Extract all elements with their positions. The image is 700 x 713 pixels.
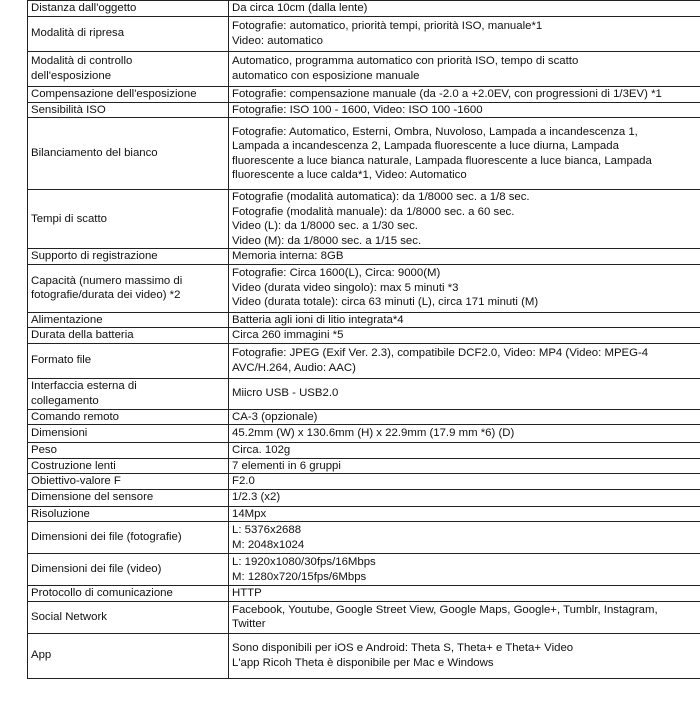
spec-label-cell	[28, 343, 229, 378]
spec-value-text: L: 5376x2688	[232, 524, 302, 536]
spec-value-text: Circa. 102g	[232, 444, 291, 456]
spec-row	[28, 86, 700, 102]
spec-row	[28, 378, 700, 409]
spec-label-cell	[28, 489, 229, 506]
spec-label-text: Dimensioni dei file (video)	[31, 563, 162, 576]
spec-label-cell	[28, 378, 229, 409]
spec-row	[28, 601, 700, 633]
spec-row	[28, 328, 700, 344]
spec-label-cell	[28, 264, 229, 312]
spec-label-text: Peso	[31, 444, 57, 456]
spec-value-text: 45.2mm (W) x 130.6mm (H) x 22.9mm (17.9 mm *6) (D)	[232, 427, 515, 440]
spec-value-cell	[229, 378, 700, 409]
spec-label-text: Risoluzione	[31, 507, 90, 520]
spec-row	[28, 443, 700, 459]
spec-value-cell	[229, 312, 700, 328]
spec-value-text: HTTP	[232, 587, 262, 599]
spec-value-text: automatico con esposizione manuale	[232, 69, 420, 82]
spec-label-text: Capacità (numero massimo di	[31, 274, 183, 287]
spec-label-text: collegamento	[31, 394, 99, 407]
spec-row	[28, 409, 700, 425]
spec-label-cell	[28, 474, 229, 490]
spec-row	[28, 586, 700, 602]
spec-row	[28, 312, 700, 328]
spec-label-text: App	[31, 649, 52, 662]
spec-value-text: Circa 260 immagini *5	[232, 329, 344, 341]
spec-value-cell	[229, 343, 700, 378]
spec-value-cell	[229, 264, 700, 312]
spec-row	[28, 425, 700, 443]
spec-label-cell	[28, 312, 229, 328]
spec-value-text: CA-3 (opzionale)	[232, 410, 318, 423]
spec-row	[28, 554, 700, 586]
spec-row	[28, 16, 700, 51]
spec-label-text: Sensibilità ISO	[31, 103, 106, 116]
spec-value-text: Batteria agli ioni di litio integrata*4	[232, 313, 404, 326]
spec-value-cell	[229, 425, 700, 443]
spec-value-text: 14Mpx	[232, 507, 267, 520]
spec-label-cell	[28, 601, 229, 633]
spec-label-text: Compensazione dell'esposizione	[31, 87, 197, 100]
spec-label-text: Supporto di registrazione	[31, 250, 158, 262]
spec-value-cell	[229, 554, 700, 586]
spec-label-cell	[28, 458, 229, 474]
spec-label-text: Dimensioni dei file (fotografie)	[31, 531, 182, 544]
spec-value-cell	[229, 190, 700, 249]
spec-label-cell	[28, 118, 229, 190]
spec-row	[28, 118, 700, 190]
spec-value-text: fluorescente a luce bianca naturale, Lampada fluorescente a luce bianca, Lampada	[232, 154, 652, 167]
spec-row	[28, 51, 700, 86]
spec-value-text: M: 2048x1024	[232, 538, 305, 551]
spec-label-cell	[28, 554, 229, 586]
spec-label-cell	[28, 16, 229, 51]
spec-value-cell	[229, 506, 700, 522]
spec-value-text: Video (M): da 1/8000 sec. a 1/15 sec.	[232, 234, 422, 247]
spec-label-text: Alimentazione	[31, 313, 103, 326]
spec-label-text: Formato file	[31, 354, 92, 367]
spec-label-text: Distanza dall'oggetto	[31, 2, 137, 14]
spec-value-text: Video (durata video singolo): max 5 minuti *3	[232, 281, 459, 294]
spec-label-text: Costruzione lenti	[31, 459, 116, 472]
spec-value-text: L'app Ricoh Theta è disponibile per Mac e Windows	[232, 656, 494, 669]
spec-value-cell	[229, 16, 700, 51]
spec-value-cell	[229, 601, 700, 633]
spec-label-cell	[28, 522, 229, 554]
spec-row	[28, 633, 700, 678]
spec-label-text: Dimensione del sensore	[31, 491, 154, 504]
spec-label-cell	[28, 51, 229, 86]
spec-value-cell	[229, 102, 700, 118]
spec-label-cell	[28, 506, 229, 522]
spec-value-text: Video: automatico	[232, 34, 323, 47]
spec-row	[28, 264, 700, 312]
spec-row	[28, 506, 700, 522]
spec-label-text: Durata della batteria	[31, 329, 134, 341]
spec-label-text: Obiettivo-valore F	[31, 475, 121, 487]
spec-value-text: Sono disponibili per iOS e Android: Theta S, Theta+ e Theta+ Video	[232, 642, 574, 654]
spec-row	[28, 458, 700, 474]
spec-label-cell	[28, 249, 229, 265]
spec-value-text: M: 1280x720/15fps/6Mbps	[232, 570, 367, 583]
spec-value-text: Twitter	[232, 618, 266, 630]
spec-value-cell	[229, 443, 700, 459]
spec-value-cell	[229, 118, 700, 190]
spec-value-cell	[229, 249, 700, 265]
spec-value-text: Memoria interna: 8GB	[232, 250, 344, 262]
spec-label-cell	[28, 409, 229, 425]
spec-value-cell	[229, 458, 700, 474]
spec-value-cell	[229, 633, 700, 678]
spec-value-cell	[229, 522, 700, 554]
spec-value-cell	[229, 51, 700, 86]
spec-value-text: fluorescente a luce calda*1, Video: Automatico	[232, 169, 467, 181]
spec-row	[28, 249, 700, 265]
spec-value-text: Fotografie: JPEG (Exif Ver. 2.3), compatibile DCF2.0, Video: MP4 (Video: MPEG-4	[232, 347, 649, 359]
spec-value-text: Fotografie: Circa 1600(L), Circa: 9000(M)	[232, 267, 441, 280]
spec-label-text: fotografie/durata dei video) *2	[31, 289, 181, 301]
spec-value-cell	[229, 474, 700, 490]
spec-row	[28, 190, 700, 249]
spec-value-cell	[229, 489, 700, 506]
spec-value-cell	[229, 1, 700, 17]
spec-value-text: 7 elementi in 6 gruppi	[232, 459, 341, 472]
spec-label-text: Bilanciamento del bianco	[31, 147, 158, 160]
spec-row	[28, 522, 700, 554]
spec-row	[28, 474, 700, 490]
spec-label-text: Interfaccia esterna di	[31, 380, 137, 392]
spec-label-text: Dimensioni	[31, 427, 88, 440]
spec-value-text: L: 1920x1080/30fps/16Mbps	[232, 556, 376, 568]
spec-value-text: Lampada a incandescenza 2, Lampada fluorescente a luce diurna, Lampada	[232, 140, 619, 152]
spec-label-cell	[28, 102, 229, 118]
spec-value-text: Facebook, Youtube, Google Street View, Google Maps, Google+, Tumblr, Instagram,	[232, 603, 658, 616]
spec-value-text: Da circa 10cm (dalla lente)	[232, 2, 368, 14]
spec-label-text: Modalità di ripresa	[31, 27, 125, 40]
spec-label-cell	[28, 328, 229, 344]
spec-label-text: Protocollo di comunicazione	[31, 587, 173, 599]
spec-value-text: Fotografie: compensazione manuale (da -2.0 a +2.0EV, con progressioni di 1/3EV) *1	[232, 87, 662, 100]
spec-value-text: Video (durata totale): circa 63 minuti (L), circa 171 minuti (M)	[232, 296, 539, 309]
spec-value-cell	[229, 328, 700, 344]
spec-label-cell	[28, 190, 229, 249]
specifications-table-body	[28, 1, 700, 679]
specifications-table	[27, 0, 700, 679]
spec-value-cell	[229, 409, 700, 425]
spec-label-cell	[28, 86, 229, 102]
spec-label-cell	[28, 425, 229, 443]
spec-value-text: Fotografie: automatico, priorità tempi, priorità ISO, manuale*1	[232, 20, 543, 32]
spec-row	[28, 489, 700, 506]
spec-value-text: Automatico, programma automatico con priorità ISO, tempo di scatto	[232, 55, 579, 67]
spec-value-cell	[229, 586, 700, 602]
spec-label-cell	[28, 1, 229, 17]
spec-row	[28, 1, 700, 17]
spec-label-text: Comando remoto	[31, 410, 120, 423]
spec-label-text: Tempi di scatto	[31, 212, 107, 225]
spec-label-cell	[28, 443, 229, 459]
spec-value-text: Fotografie: Automatico, Esterni, Ombra, Nuvoloso, Lampada a incandescenza 1,	[232, 125, 638, 138]
spec-value-text: F2.0	[232, 475, 255, 487]
spec-label-text: Modalità di controllo	[31, 55, 133, 67]
spec-value-text: AVC/H.264, Audio: AAC)	[232, 361, 356, 374]
spec-label-cell	[28, 586, 229, 602]
spec-label-text: dell'esposizione	[31, 69, 112, 82]
spec-value-text: Video (L): da 1/8000 sec. a 1/30 sec.	[232, 220, 418, 232]
spec-value-text: Fotografie (modalità automatica): da 1/8000 sec. a 1/8 sec.	[232, 191, 530, 203]
spec-value-text: 1/2.3 (x2)	[232, 491, 281, 504]
spec-value-text: Fotografie: ISO 100 - 1600, Video: ISO 100 -1600	[232, 103, 483, 116]
spec-label-cell	[28, 633, 229, 678]
spec-row	[28, 102, 700, 118]
spec-value-text: Miicro USB - USB2.0	[232, 387, 339, 400]
spec-value-cell	[229, 86, 700, 102]
spec-label-text: Social Network	[31, 610, 107, 623]
spec-value-text: Fotografie (modalità manuale): da 1/8000 sec. a 60 sec.	[232, 205, 515, 218]
spec-row	[28, 343, 700, 378]
